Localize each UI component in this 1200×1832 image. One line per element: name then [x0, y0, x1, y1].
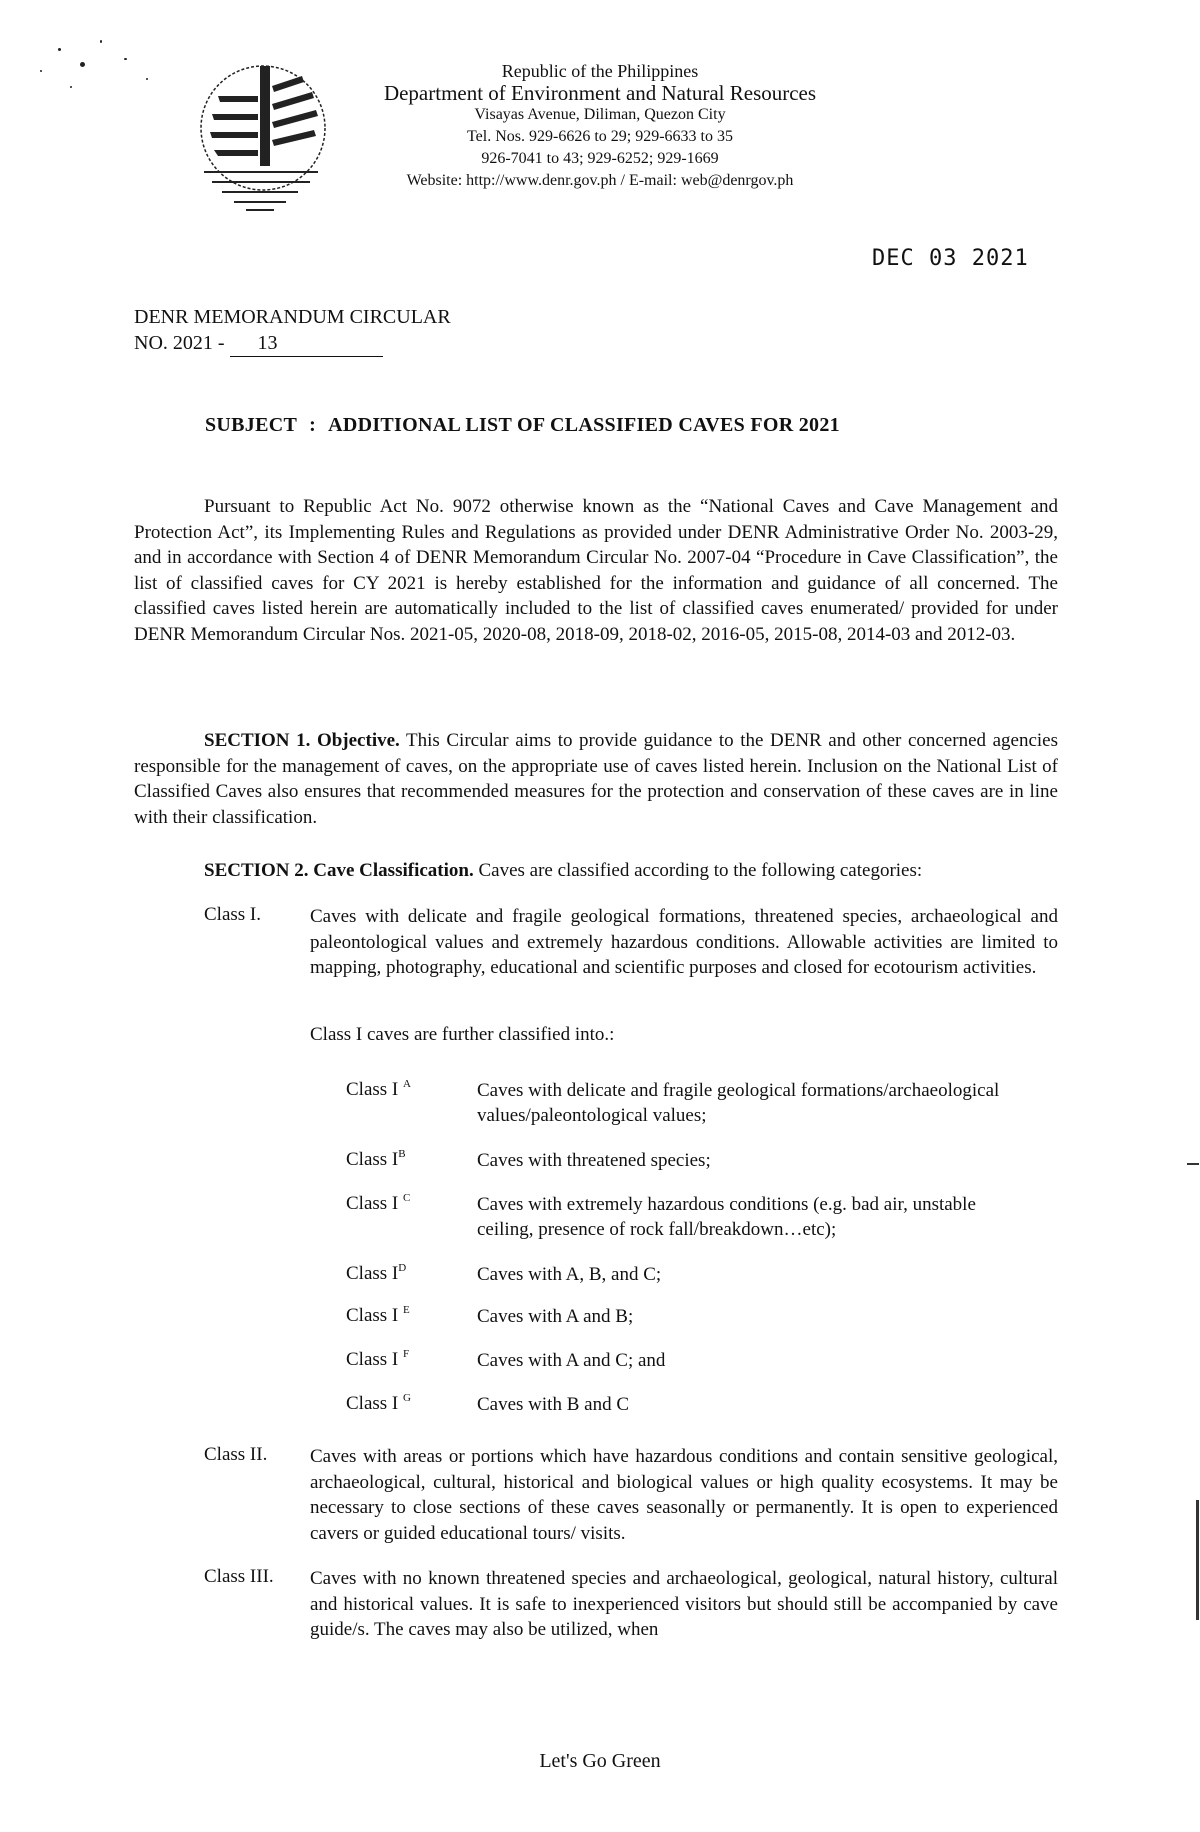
memorandum-number-line — [134, 330, 451, 357]
scan-speck — [58, 48, 61, 51]
letterhead-tel-line2: 926-7041 to 43; 929-6252; 929-1669 — [481, 150, 719, 167]
scan-speck — [70, 86, 72, 88]
subclass-text: Caves with A, B, and C; — [477, 1264, 662, 1285]
subclass-text: Caves with extremely hazardous conditions (e.g. bad air, unstable ceiling, presence of rock fall/breakdown…etc); — [477, 1194, 976, 1240]
scan-edge-mark — [1187, 1163, 1199, 1165]
class-3-text: Caves with no known threatened species and archaeological, geological, natural history, cultural and historical values. It is safe to inexperienced visitors but should still be accompanied by cave guide/s. The caves may also be utilized, when — [310, 1568, 1058, 1640]
footer-slogan: Let's Go Green — [539, 1750, 661, 1772]
subclass-text: Caves with threatened species; — [477, 1150, 711, 1171]
subclass-text: Caves with A and C; and — [477, 1350, 666, 1371]
letterhead-tel-line1: Tel. Nos. 929-6626 to 29; 929-6633 to 35 — [467, 128, 733, 145]
section-2-text: Caves are classified according to the following categories: — [473, 860, 923, 881]
subclass-text: Caves with A and B; — [477, 1306, 634, 1327]
section-1-heading: SECTION 1. Objective. — [204, 730, 400, 751]
section-1 — [134, 728, 1058, 830]
letterhead-republic: Republic of the Philippines — [501, 61, 699, 81]
scan-speck — [80, 62, 85, 67]
section-2-heading: SECTION 2. Cave Classification. — [204, 860, 474, 881]
class-1-further: Class I caves are further classified into.: — [310, 1024, 615, 1045]
subclass-label: Class I $^A$ — [346, 1078, 411, 1100]
memorandum-number: 13 — [230, 330, 383, 357]
subclass-label: Class $I^D$ — [346, 1262, 407, 1284]
scan-speck — [100, 40, 102, 43]
class-2-text: Caves with areas or portions which have hazardous conditions and contain sensitive geological, archaeological, cultural, historical and biological values or high quality ecosystems. It may be necessary to close sections of these caves seasonally or permanently. It is open to experienced cavers or guided educational tours/ visits. — [310, 1446, 1058, 1544]
class-1-label: Class I. — [204, 904, 261, 925]
scan-speck — [40, 70, 42, 72]
class-3-label: Class III. — [204, 1566, 274, 1587]
subclass-label: Class I $^C$ — [346, 1192, 411, 1214]
date-stamp: DEC 03 2021 — [872, 246, 1029, 271]
section-1-text: This Circular aims to provide guidance to the DENR and other concerned agencies responsible for the management of caves, on the appropriate use of caves listed herein. Inclusion on the National List of Classified Caves also ensures that recommended measures for the protection and conservation of these caves are in line with their classification. — [134, 730, 1058, 828]
intro-paragraph-text: Pursuant to Republic Act No. 9072 otherwise known as the “National Caves and Cave Management and Protection Act”, its Implementing Rules and Regulations as provided under DENR Administrative Order No. 2003-29, and in accordance with Section 4 of DENR Memorandum Circular No. 2007-04 “Procedure in Cave Classification”, the list of classified caves for CY 2021 is hereby established for the information and guidance of all concerned. The classified caves listed herein are automatically included to the list of classified caves enumerated/ provided for under DENR Memorandum Circular Nos. 2021-05, 2020-08, 2018-09, 2018-02, 2016-05, 2015-08, 2014-03 and 2012-03. — [134, 496, 1058, 645]
subject-line — [205, 414, 840, 437]
section-2 — [134, 858, 1058, 884]
subject-text: ADDITIONAL LIST OF CLASSIFIED CAVES FOR 2021 — [328, 414, 840, 436]
subclass-label: Class $I^B$ — [346, 1148, 406, 1170]
denr-logo — [198, 56, 328, 221]
denr-logo-icon — [198, 56, 328, 216]
subclass-text: Caves with B and C — [477, 1394, 629, 1415]
subclass-label: Class I $^E$ — [346, 1304, 410, 1326]
subclass-text: Caves with delicate and fragile geological formations/archaeological values/paleontological values; — [477, 1080, 1000, 1126]
scan-edge-mark — [1196, 1500, 1199, 1620]
letterhead — [340, 60, 860, 192]
letterhead-address: Visayas Avenue, Diliman, Quezon City — [474, 106, 726, 123]
subject-label: SUBJECT — [205, 414, 298, 436]
memorandum-number-prefix: NO. 2021 - — [134, 332, 225, 354]
subclass-label: Class I $^F$ — [346, 1348, 410, 1370]
subclass-label: Class I $^G$ — [346, 1392, 411, 1414]
letterhead-department: Department of Environment and Natural Resources — [383, 81, 817, 105]
memorandum-title: DENR MEMORANDUM CIRCULAR — [134, 306, 451, 328]
scan-speck — [124, 58, 127, 60]
letterhead-website: Website: http://www.denr.gov.ph / E-mail: web@denrgov.ph — [406, 172, 794, 189]
memorandum-title-block — [134, 304, 451, 357]
subject-colon: : — [309, 414, 317, 436]
class-1-text: Caves with delicate and fragile geological formations, threatened species, archaeological and paleontological values and extremely hazardous conditions. Allowable activities are limited to mapping, photography, educational and scientific purposes and closed for ecotourism activities. — [310, 906, 1058, 978]
scan-speck — [146, 78, 148, 80]
intro-paragraph — [134, 494, 1058, 647]
class-2-label: Class II. — [204, 1444, 268, 1465]
